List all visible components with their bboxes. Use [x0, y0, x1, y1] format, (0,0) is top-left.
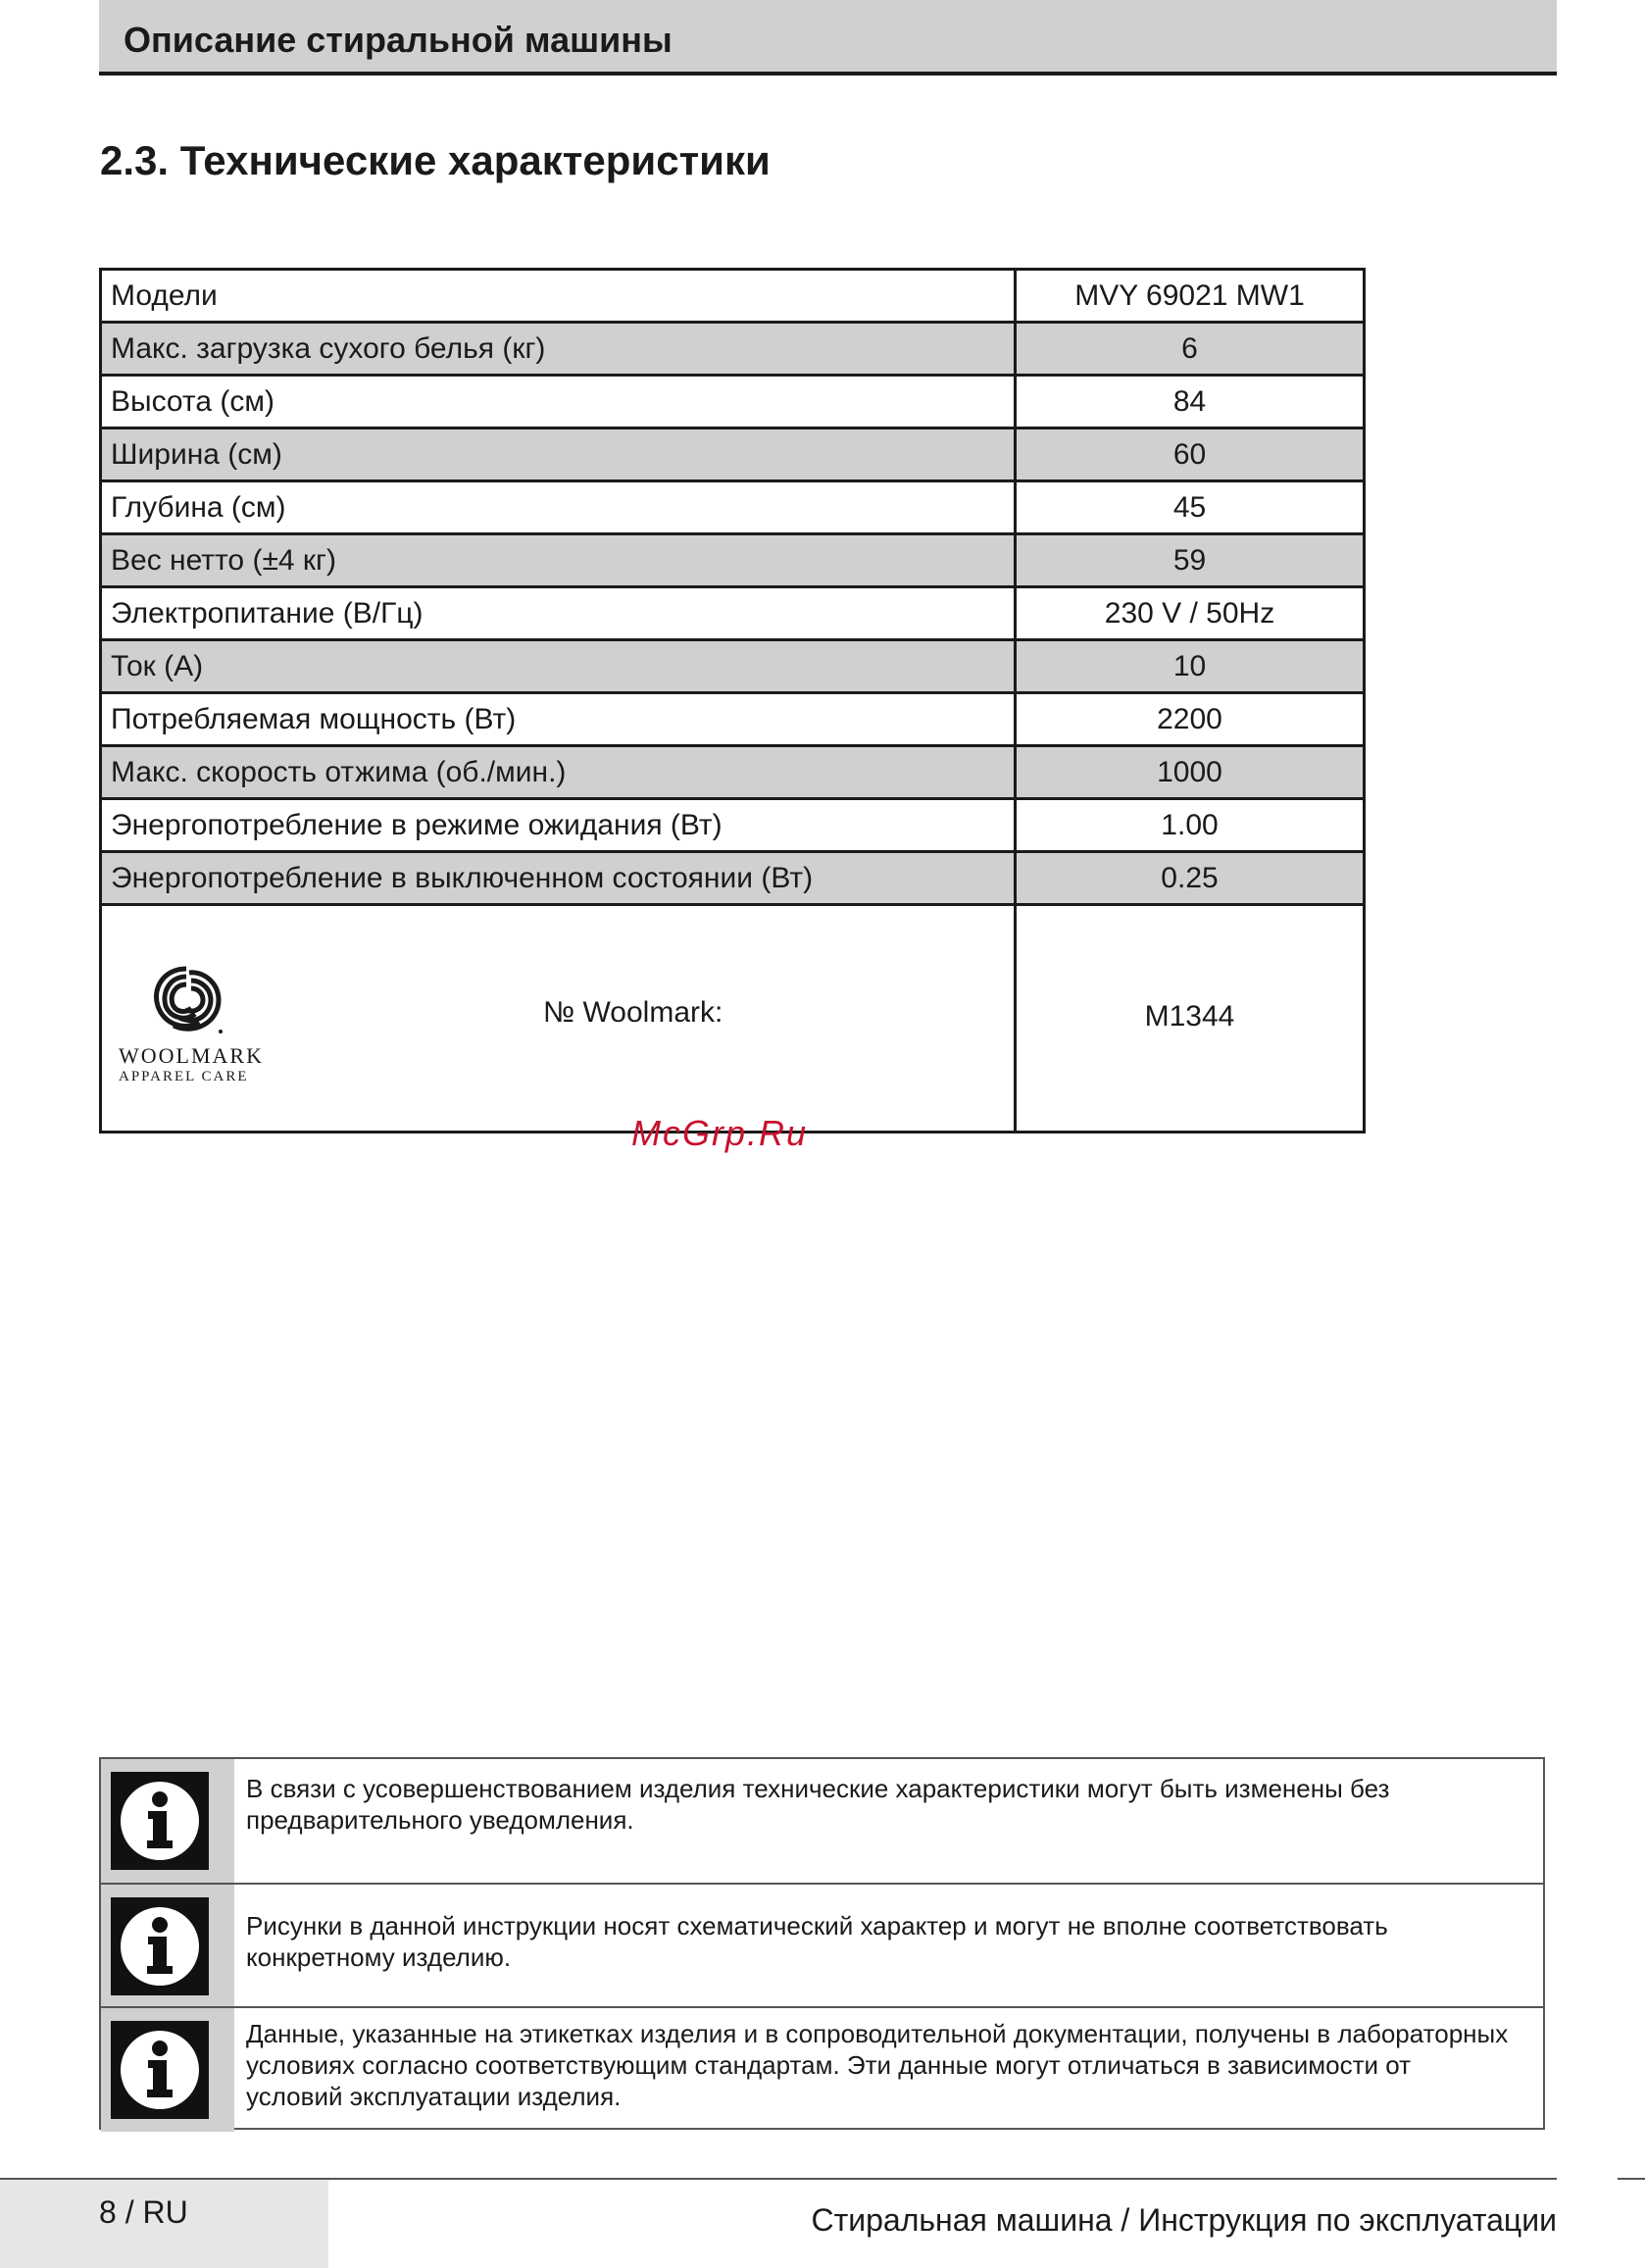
woolmark-logo-word: WOOLMARK [119, 1042, 264, 1068]
info-icon [111, 1897, 209, 1995]
spec-row [101, 376, 1365, 428]
spec-value: 1000 [1016, 746, 1365, 799]
spec-row [101, 270, 1365, 323]
spec-label: Макс. скорость отжима (об./мин.) [101, 746, 1016, 799]
note-text: Данные, указанные на этикетках изделия и в сопроводительной документации, получены в лабораторных условиях согласно соответствующим стандартам. Эти данные могут отличаться в зависимости от условий эксплуатации изделия. [246, 2019, 1509, 2111]
note-item [101, 1759, 1543, 1883]
spec-row [101, 481, 1365, 534]
woolmark-logo-subword: APPAREL CARE [119, 1068, 249, 1084]
spec-label: Вес нетто (±4 кг) [101, 534, 1016, 587]
spec-value: MVY 69021 MW1 [1016, 270, 1365, 323]
footer-rule-right [1618, 2178, 1645, 2180]
spec-row [101, 852, 1365, 905]
spec-value: 84 [1016, 376, 1365, 428]
spec-row [101, 799, 1365, 852]
watermark-text: McGrp.Ru [631, 1113, 809, 1153]
footer-title: Стиральная машина / Инструкция по эксплуатации [811, 2202, 1557, 2238]
spec-value: 10 [1016, 640, 1365, 693]
spec-value: 230 V / 50Hz [1016, 587, 1365, 640]
spec-label: Электропитание (В/Гц) [101, 587, 1016, 640]
spec-row [101, 534, 1365, 587]
section-title: 2.3. Технические характеристики [100, 137, 771, 183]
spec-label: Потребляемая мощность (Вт) [101, 693, 1016, 746]
spec-value: 45 [1016, 481, 1365, 534]
spec-row [101, 693, 1365, 746]
spec-value: 60 [1016, 428, 1365, 481]
spec-row [101, 746, 1365, 799]
spec-value: 59 [1016, 534, 1365, 587]
spec-label: Макс. загрузка сухого белья (кг) [101, 323, 1016, 376]
note-item [101, 2006, 1543, 2132]
spec-value: 0.25 [1016, 852, 1365, 905]
note-text: В связи с усовершенствованием изделия технические характеристики могут быть изменены без предварительного уведомления. [246, 1774, 1390, 1835]
spec-value: 2200 [1016, 693, 1365, 746]
note-item [101, 1883, 1543, 2008]
woolmark-label-cell [101, 905, 1016, 1133]
spec-label: Ширина (см) [101, 428, 1016, 481]
info-icon [111, 2021, 209, 2119]
spec-row [101, 323, 1365, 376]
info-icon [111, 1772, 209, 1870]
header-bar [99, 0, 1557, 76]
spec-value: 1.00 [1016, 799, 1365, 852]
spec-label: Глубина (см) [101, 481, 1016, 534]
spec-row [101, 640, 1365, 693]
spec-label: Высота (см) [101, 376, 1016, 428]
spec-row [101, 428, 1365, 481]
spec-value: 6 [1016, 323, 1365, 376]
woolmark-value: M1344 [1016, 905, 1365, 1133]
notes-box [99, 1757, 1545, 2130]
note-text: Рисунки в данной инструкции носят схематический характер и могут не вполне соответствовать конкретному изделию. [246, 1911, 1388, 1972]
woolmark-label: № Woolmark: [543, 995, 723, 1029]
spec-label: Энергопотребление в выключенном состоянии (Вт) [101, 852, 1016, 905]
spec-label: Модели [101, 270, 1016, 323]
header-title: Описание стиральной машины [124, 20, 673, 60]
page-number: 8 / RU [99, 2194, 188, 2230]
spec-table [99, 268, 1366, 1134]
woolmark-row [101, 905, 1365, 1133]
woolmark-logo [119, 961, 264, 1085]
spec-label: Ток (А) [101, 640, 1016, 693]
spec-label: Энергопотребление в режиме ожидания (Вт) [101, 799, 1016, 852]
woolmark-icon [144, 961, 228, 1039]
spec-row [101, 587, 1365, 640]
